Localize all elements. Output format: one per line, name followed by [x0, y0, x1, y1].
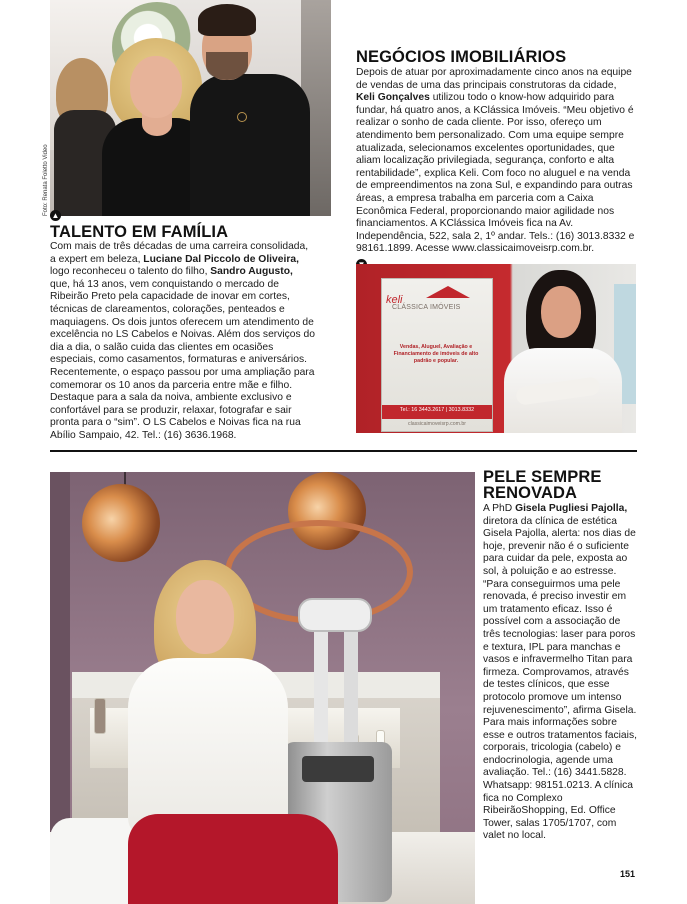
page-number: 151 [619, 869, 635, 879]
gisela-blouse [128, 658, 288, 838]
photo-credit: Foto: Renata Foletto Video [43, 144, 49, 216]
sandro-shirt [190, 74, 310, 216]
product-box [94, 698, 106, 734]
headline-talento: TALENTO EM FAMÍLIA [50, 223, 229, 241]
person-name: Gisela Pugliesi Pajolla, [515, 503, 628, 514]
gisela-face [176, 580, 234, 654]
body-text-run: Com mais de três décadas de uma carreira consolidada, a expert em beleza, [50, 241, 309, 265]
sign-phones: Tel.: 16 3443.2617 | 3013.8332 [399, 407, 475, 413]
person-name: Luciane Dal Piccolo de Oliveira, [143, 253, 299, 265]
sign-services: Vendas, Aluguel, Avaliação e Financiamento de imóveis de alto padrão e popular. [393, 344, 479, 364]
sign-url: classicaimoveisrp.com.br [408, 421, 466, 427]
photo-gisela-pajolla [50, 472, 475, 904]
headline-negocios: NEGÓCIOS IMOBILIÁRIOS [356, 48, 567, 66]
person-name: Keli Gonçalves [356, 92, 430, 104]
luciane-face [130, 56, 182, 118]
section-divider [50, 450, 637, 452]
gisela-trousers [128, 814, 338, 904]
arrow-up-icon: ▲ [51, 211, 60, 220]
body-text-run: A PhD [483, 503, 516, 514]
body-text-run: diretora da clínica de estética Gisela Pajolla, alerta: nos dias de hoje, prevenir não é o suficiente para cuidar da pele, exposta ao sol, à poluição e ao estresse. “Para conseguirmos uma pele renovada, é preciso investir em um tratamento eficaz. Isso é possível com a associação de três tecnologias: laser para poros e textura, IPL para manchas e vasos e infravermelho Titan para firmeza. Comprovamos, através de testes clínicos, que esse protocolo promove um intenso rejuvenescimento”, afirma Gisela. Para mais informações sobre esse e outros tratamentos faciais, corporais, tricologia (cabelo) e endocrinologia, agende uma avaliação. Tel.: (16) 3441.5828. Whatsapp: 98151.0213. A clínica fica no Complexo RibeirãoShopping, Ed. Office Tower, salas 1705/1707, com valet no local. [483, 515, 637, 842]
person-name: Sandro Augusto, [210, 266, 293, 278]
photo-keli-goncalves [356, 264, 636, 433]
shirt-logo [237, 112, 247, 122]
sign-brand: CLÁSSICA IMÓVEIS [392, 304, 461, 311]
article-pele-body [483, 503, 638, 843]
device-screen [302, 756, 374, 782]
photo-mother-and-son [50, 0, 331, 216]
sign-logo-text: keli [386, 294, 403, 306]
article-talento-body [50, 241, 315, 443]
body-text-run: utilizou todo o know-how adquirido para fundar, há quatro anos, a KClássica Imóveis. “Meu objetivo é realizar o sonho de cada cliente. Por isso, ofereço um atendimento bem personalizado. Com uma equipe sempre atualizada, selecionamos excelentes oportunidades, que aliam localização privilegiada, segurança, conforto e alta rentabilidade”, explica Keli. Com foco no aluguel e na venda de empreendimentos na zona Sul, e expandindo para outras áreas, a empresa trabalha em parceria com a Caixa Econômica Federal, proporcionando maior agilidade nos financiamentos. A KClássica Imóveis fica na Av. Independência, 522, sala 2, 1º andar. Tels.: (16) 3013.8332 e 98161.1899. Acesse www.classicaimoveisrp.com.br. [356, 92, 635, 255]
sign-roof-logo [426, 286, 470, 298]
sandro-beard [206, 52, 248, 80]
article-negocios-body [356, 67, 636, 256]
headline-pele-line2: RENOVADA [483, 484, 577, 502]
device-head [298, 598, 372, 632]
body-text-run: que, há 13 anos, vem conquistando o mercado de Ribeirão Preto pela capacidade de inovar em cortes, técnicas de clareamentos, colorações, penteados e maquiagens. Os dois juntos oferecem um atendimento de excelência no LS Cabelos e Noivas. Além dos serviços do dia a dia, o salão cuida das clientes em ocasiões especiais, como casamentos, formaturas e aniversários. Recentemente, o espaço passou por uma ampliação para comemorar os 10 anos da parceria entre mãe e filho. Destaque para a sala da noiva, ambiente exclusivo e confortável para se produzir, relaxar, fotografar e sair pronta para o “sim”. O LS Cabelos e Noivas fica na rua Abílio Sampaio, 42. Tel.: (16) 3636.1968. [50, 278, 315, 441]
sandro-hair [198, 4, 256, 36]
body-text-run: Depois de atuar por aproximadamente cinco anos na equipe de vendas de uma das principais construtoras da cidade, [356, 67, 632, 91]
body-text-run: logo reconheceu o talento do filho, [50, 266, 211, 278]
headline-pele-line1: PELE SEMPRE [483, 468, 602, 486]
copper-pendant-lamp [82, 484, 160, 562]
keli-face [541, 286, 581, 338]
